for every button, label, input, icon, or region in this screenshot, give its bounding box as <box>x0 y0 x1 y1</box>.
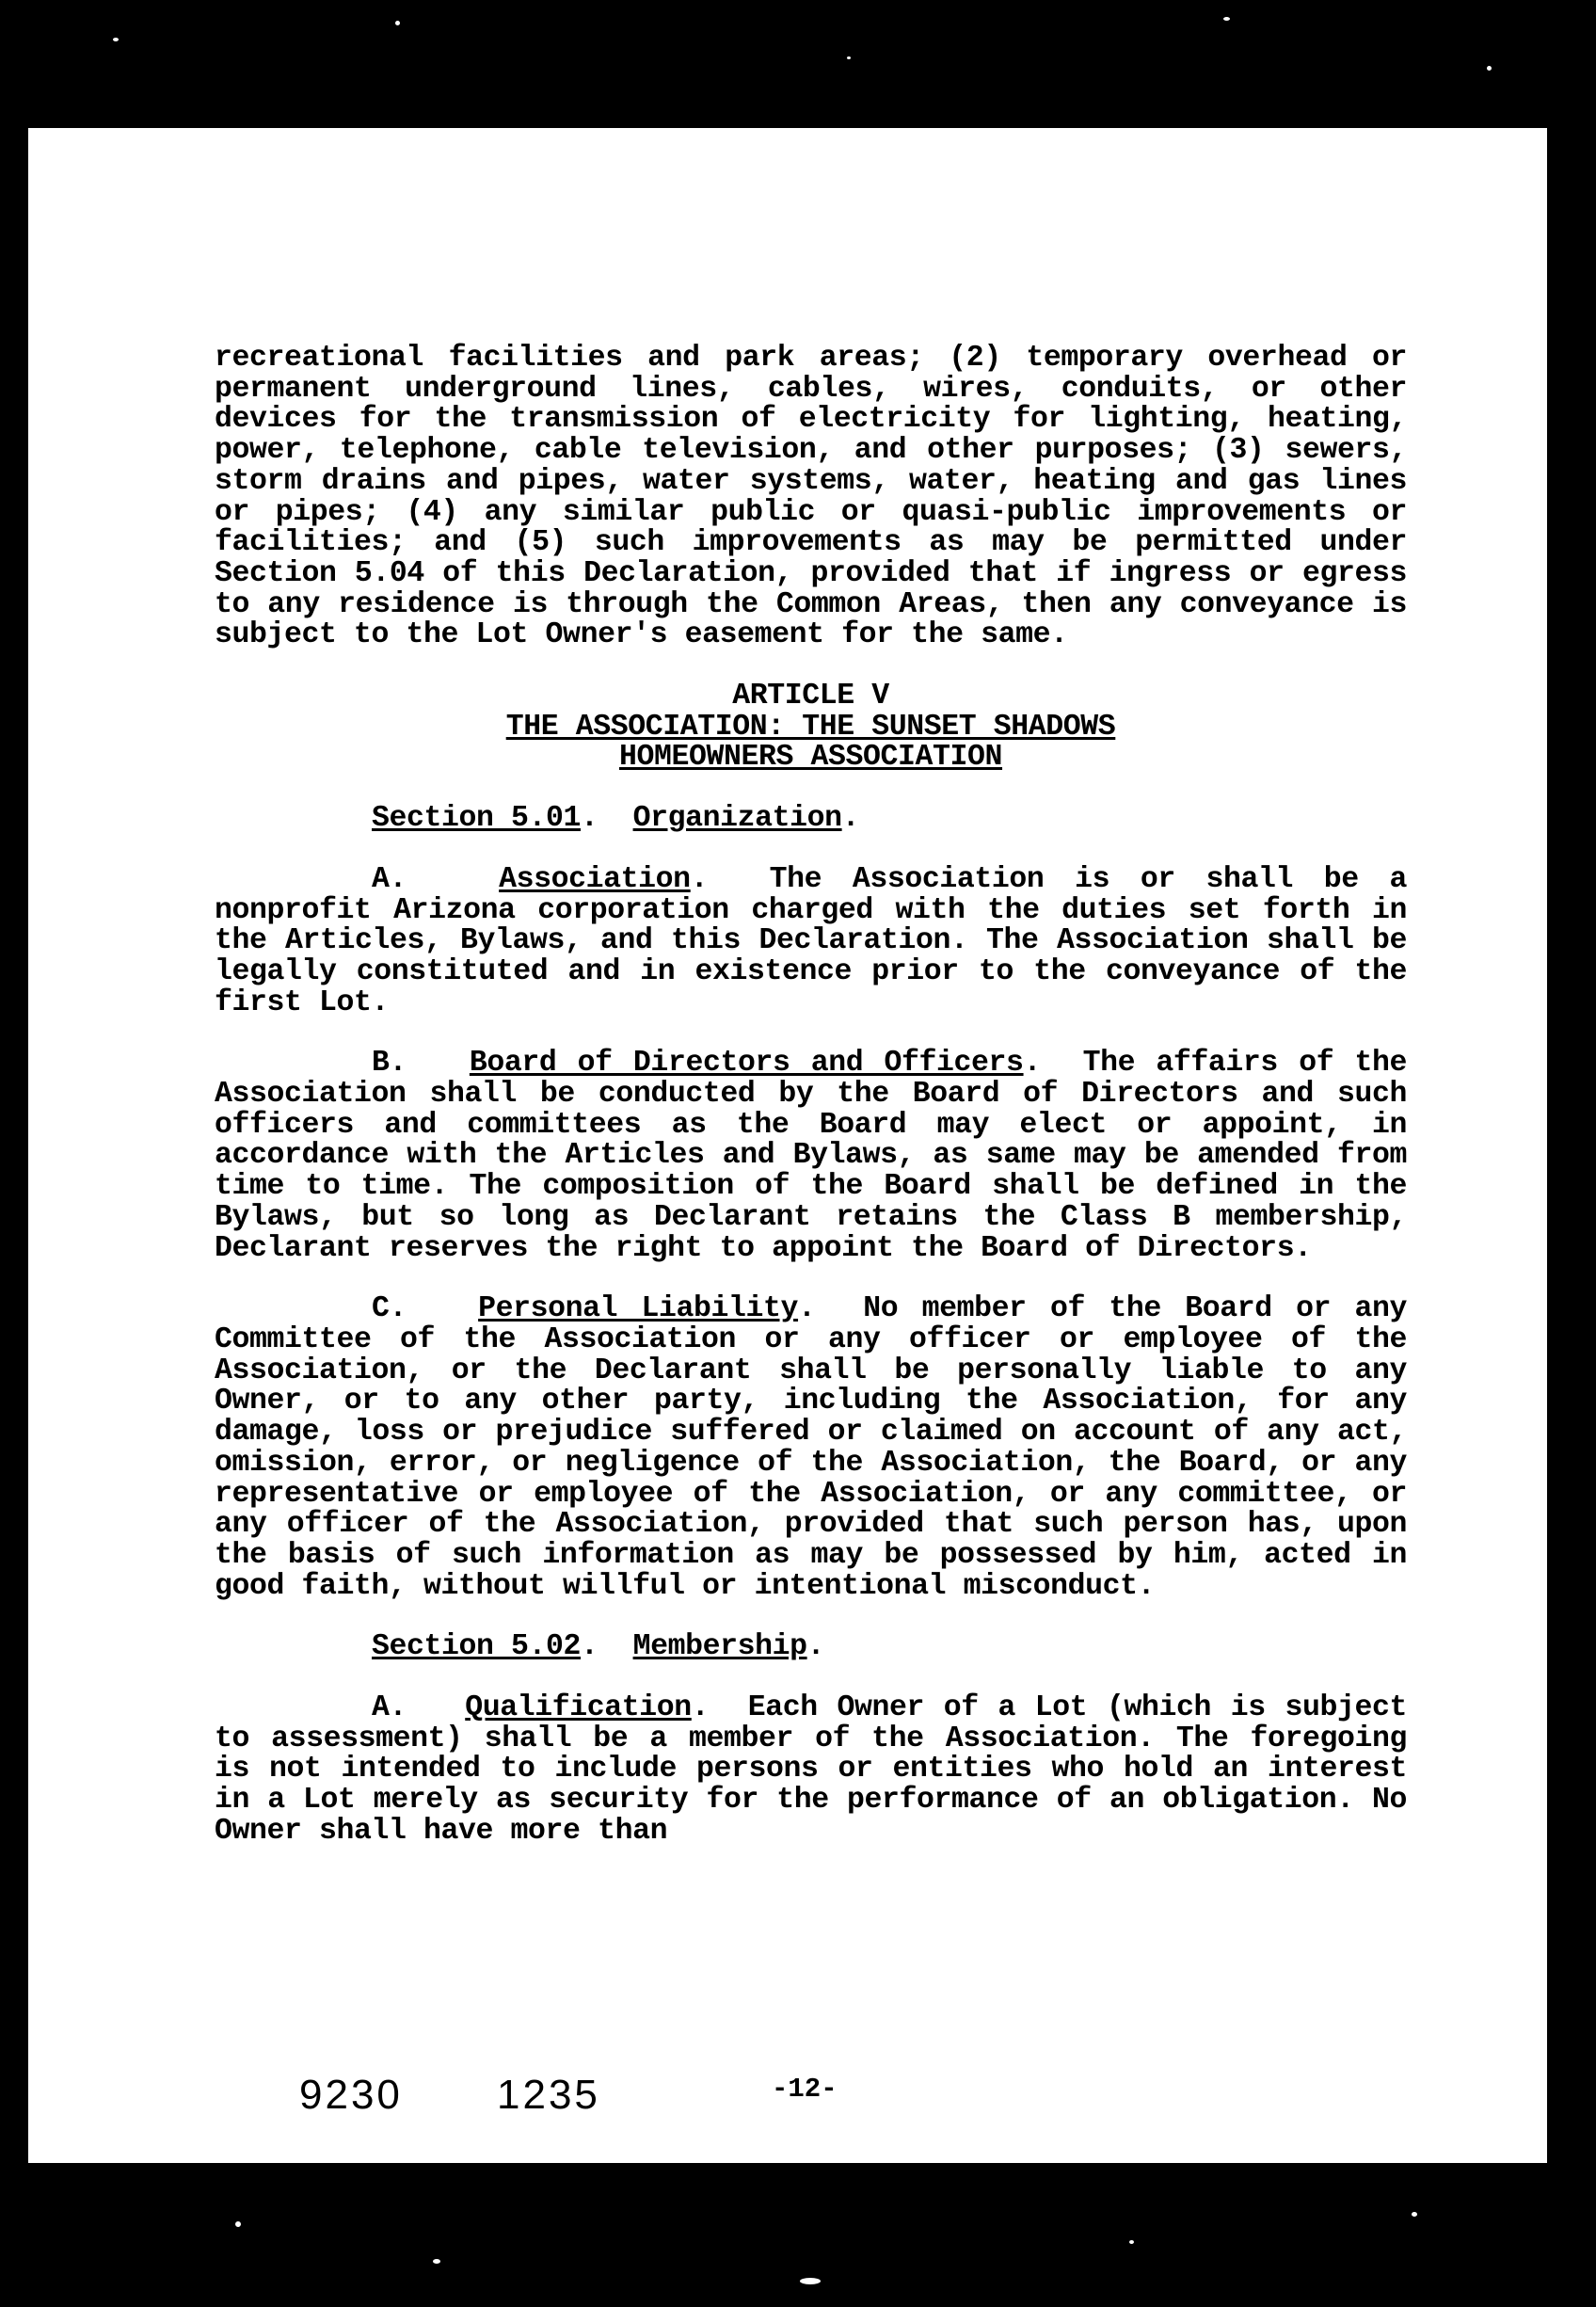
scan-speck <box>1223 17 1230 21</box>
paragraph-5-01-a: A. Association. The Association is or shall be a nonprofit Arizona corporation charged with the duties set forth in the Articles, Bylaws, and this Declaration. The Association shall be legally constituted and in existence prior to the conveyance of the first Lot. <box>215 862 1407 1019</box>
section-5-01-heading: Section 5.01. Organization. <box>372 802 860 836</box>
paragraph-text: The Association is or shall be a nonprofit Arizona corporation charged with the duties set forth in the Articles, Bylaws, and this Declaration. The Association shall be legally constituted and in existence prior to the conveyance of the first Lot. <box>215 862 1407 1019</box>
scan-speck <box>1129 2240 1134 2244</box>
paragraph-letter: A. <box>372 1691 407 1725</box>
paragraph-heading: Association <box>499 862 691 896</box>
section-title: Membership <box>632 1630 807 1664</box>
recording-number-1: 9230 <box>299 2072 403 2118</box>
paragraph-letter: C. <box>372 1292 407 1326</box>
scan-speck <box>1412 2212 1417 2217</box>
article-number: ARTICLE V <box>732 680 889 713</box>
paragraph-text: No member of the Board or any Committee of the Association or any officer or employee of the Association, or the Declarant shall be personally liable to any Owner, or to any other party, including the Association, for any damage, loss or prejudice suffered or claimed on account of any act, omission, error, or negligence of the Association, the Board, or any representative or employee of the Association, or any committee, or any officer of the Association, provided that such person has, upon the basis of such information as may be possessed by him, acted in good faith, without willful or intentional misconduct. <box>215 1292 1408 1603</box>
paragraph-heading: Personal Liability <box>478 1292 799 1326</box>
paragraph-5-02-a: A. Qualification. Each Owner of a Lot (which is subject to assessment) shall be a member of the Association. The foregoing is not intended to include persons or entities who hold an interest in a Lot merely as security for the performance of an obligation. No Owner shall have more than <box>215 1691 1408 1848</box>
scan-speck <box>847 56 851 59</box>
scan-speck <box>235 2221 241 2227</box>
article-title-line1: THE ASSOCIATION: THE SUNSET SHADOWS <box>505 710 1116 744</box>
scan-speck <box>113 38 119 41</box>
section-5-02-heading: Section 5.02. Membership. <box>372 1630 825 1664</box>
recording-number-2: 1235 <box>497 2072 600 2118</box>
document-body <box>215 344 1407 1848</box>
paragraph-text: Each Owner of a Lot (which is subject to assessment) shall be a member of the Association. The foregoing is not intended to include persons or entities who hold an interest in a Lot merely as security for the performance of an obligation. No Owner shall have more than <box>215 1691 1408 1848</box>
scan-speck <box>800 2278 821 2284</box>
section-number: Section 5.02 <box>372 1630 582 1664</box>
section-number: Section 5.01 <box>372 802 582 836</box>
paragraph-heading: Board of Directors and Officers <box>469 1047 1024 1081</box>
scan-speck <box>433 2259 440 2264</box>
intro-paragraph: recreational facilities and park areas; (2) temporary overhead or permanent underground lines, cables, wires, conduits, or other devices for the transmission of electricity for lighting, heating, power, telephone, cable television, and other purposes; (3) sewers, storm drains and pipes, water systems, water, heating and gas lines or pipes; (4) any similar public or quasi-public improvements or facilities; and (5) such improvements as may be permitted under Section 5.04 of this Declaration, provided that if ingress or egress to any residence is through the Common Areas, then any conveyance is subject to the Lot Owner's easement for the same. <box>215 342 1407 652</box>
section-title: Organization <box>632 802 842 836</box>
paragraph-text: The affairs of the Association shall be conducted by the Board of Directors and such officers and committees as the Board may elect or appoint, in accordance with the Articles and Bylaws, as same may be amended from time to time. The composition of the Board shall be defined in the Bylaws, but so long as Declarant retains the Class B membership, Declarant reserves the right to appoint the Board of Directors. <box>215 1047 1408 1265</box>
scan-speck <box>395 21 400 25</box>
paragraph-5-01-b: B. Board of Directors and Officers. The affairs of the Association shall be conducted by the Board of Directors and such officers and committees as the Board may elect or appoint, in accordance with the Articles and Bylaws, as same may be amended from time to time. The composition of the Board shall be defined in the Bylaws, but so long as Declarant retains the Class B membership, Declarant reserves the right to appoint the Board of Directors. <box>215 1047 1408 1265</box>
article-title-line2: HOMEOWNERS ASSOCIATION <box>618 741 1003 775</box>
paragraph-letter: B. <box>372 1047 407 1081</box>
paragraph-heading: Qualification <box>465 1691 692 1725</box>
paragraph-5-01-c: C. Personal Liability. No member of the Board or any Committee of the Association or any officer or employee of the Association, or the Declarant shall be personally liable to any Owner, or to any other party, including the Association, for any damage, loss or prejudice suffered or claimed on account of any act, omission, error, or negligence of the Association, the Board, or any representative or employee of the Association, or any committee, or any officer of the Association, provided that such person has, upon the basis of such information as may be possessed by him, acted in good faith, without willful or intentional misconduct. <box>215 1292 1408 1603</box>
page-number: -12- <box>772 2074 838 2105</box>
article-heading <box>215 681 1407 774</box>
scan-speck <box>1487 66 1492 71</box>
paragraph-letter: A. <box>372 862 407 896</box>
